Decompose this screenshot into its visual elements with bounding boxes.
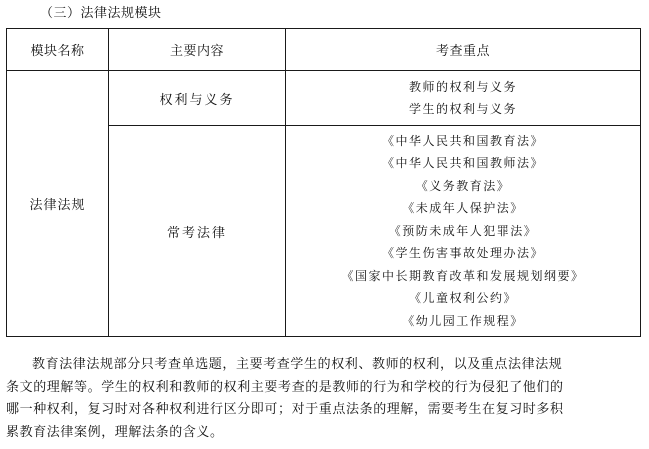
table-row [7, 71, 641, 126]
content-cell-rights: 权利与义务 [109, 71, 286, 126]
law-item: 《预防未成年人犯罪法》 [388, 223, 538, 238]
focus-cell-rights [286, 71, 641, 126]
law-item: 《幼儿园工作规程》 [402, 313, 524, 328]
focus-item: 教师的权利与义务 [408, 80, 517, 94]
header-main-content: 主要内容 [109, 29, 286, 71]
paragraph-line: 教育法律法规部分只考查单选题，主要考查学生的权利、教师的权利，以及重点法律法规 [32, 357, 563, 372]
module-name-cell: 法律法规 [7, 71, 109, 337]
law-item: 《国家中长期教育改革和发展规划纲要》 [341, 268, 585, 283]
content-cell-laws: 常考法律 [109, 126, 286, 337]
paragraph-line: 条文的理解等。学生的权利和教师的权利主要考查的是教师的行为和学校的行为侵犯了他们的 [6, 379, 564, 395]
law-item: 《义务教育法》 [415, 178, 511, 193]
paragraph-line: 累教育法律案例，理解法条的含义。 [6, 424, 224, 440]
law-item: 《儿童权利公约》 [408, 291, 517, 306]
header-module-name: 模块名称 [7, 29, 109, 71]
focus-cell-laws [286, 126, 641, 337]
law-item: 《未成年人保护法》 [402, 201, 524, 216]
table-header-row [7, 29, 641, 71]
header-exam-focus: 考查重点 [286, 29, 641, 71]
paragraph-line: 哪一种权利，复习时对各种权利进行区分即可；对于重点法条的理解，需要考生在复习时多积 [6, 402, 564, 417]
law-item: 《中华人民共和国教师法》 [381, 156, 544, 171]
focus-item: 学生的权利与义务 [408, 102, 517, 116]
section-title: （三）法律法规模块 [40, 6, 162, 21]
explanation-paragraph [6, 354, 636, 444]
law-item: 《中华人民共和国教育法》 [381, 133, 544, 148]
law-item: 《学生伤害事故处理办法》 [381, 246, 544, 261]
law-module-table [6, 28, 641, 337]
